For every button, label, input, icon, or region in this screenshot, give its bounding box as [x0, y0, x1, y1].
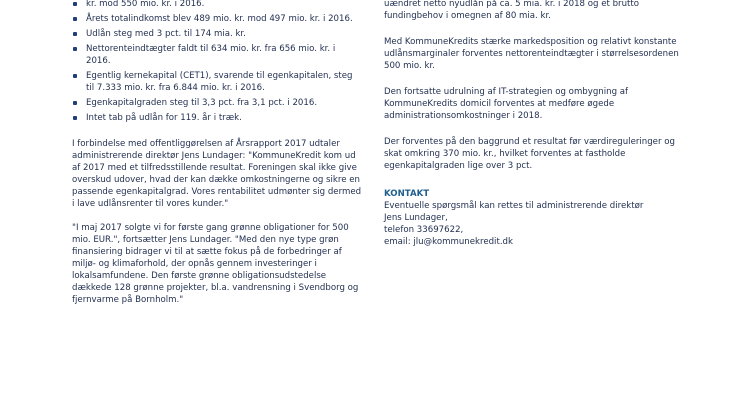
bullet-item: kr. mod 550 mio. kr. i 2016.: [72, 0, 362, 10]
bullet-item: Egenkapitalgraden steg til 3,3 pct. fra 3,1 pct. i 2016.: [72, 97, 362, 109]
contact-email[interactable]: email: jlu@kommunekredit.dk: [384, 237, 513, 247]
bullet-item: Årets totalindkomst blev 489 mio. kr. mod 497 mio. kr. i 2016.: [72, 13, 362, 25]
bullet-item: Udlån steg med 3 pct. til 174 mia. kr.: [72, 28, 362, 40]
ceo-quote-paragraph: I forbindelse med offentliggørelsen af Årsrapport 2017 udtaler administrerende direktør Jens Lundager: "KommuneKredit kom ud af 2017 med et tilfredsstillende resultat. Foreningen skal ikke give overskud udover, hvad der kan dække omkostningerne og sikre en passende egenkapitalgrad. Vores rentabilitet udmønter sig dermed i lave udlånsrenter til vores kunder.": [72, 139, 362, 209]
contact-line: Jens Lundager,: [384, 213, 448, 223]
green-bonds-paragraph: "I maj 2017 solgte vi for første gang grønne obligationer for 500 mio. EUR.", fortsætter Jens Lundager. "Med den nye type grøn finansiering bidrager vi til at sætte fokus på de forbedringer af miljø- og klimaforhold, der opnås gennem investeringer i lokalsamfundene. Den første grønne obligationsudstedelse dækkede 128 grønne projekter, bl.a. vandrensning i Svendborg og fjernvarme på Bornholm.": [72, 223, 359, 305]
bullet-item: Nettorenteindtægter faldt til 634 mio. kr. fra 656 mio. kr. i 2016.: [72, 43, 362, 67]
left-column: [72, 0, 362, 306]
net-interest-paragraph: Med KommuneKredits stærke markedsposition og relativt konstante udlånsmarginaler forventes nettorenteindtægter i størrelsesordenen 500 mio. kr.: [384, 37, 679, 71]
result-forecast-paragraph: Der forventes på den baggrund et resultat før værdireguleringer og skat omkring 370 mio. kr., hvilket forventes at fastholde egenkapitalgraden lige over 3 pct.: [384, 137, 675, 171]
bullet-item: Intet tab på udlån for 119. år i træk.: [72, 112, 362, 124]
outlook-paragraph: uændret netto nyudlån på ca. 5 mia. kr. i 2018 og et brutto fundingbehov i omegnen af 80 mia. kr.: [384, 0, 640, 21]
contact-heading: KONTAKT: [384, 189, 430, 199]
contact-phone: telefon 33697622,: [384, 225, 464, 235]
bullet-item: Egentlig kernekapital (CET1), svarende til egenkapitalen, steg til 7.333 mio. kr. fra 6.844 mio. kr. i 2016.: [72, 70, 362, 94]
key-figures-list: [72, 0, 362, 124]
it-strategy-paragraph: Den fortsatte udrulning af IT-strategien og ombygning af KommuneKredits domicil forventes at medføre øgede administrationsomkostninger i 2018.: [384, 87, 629, 121]
right-column: [384, 0, 684, 248]
contact-line: Eventuelle spørgsmål kan rettes til administrerende direktør: [384, 201, 644, 211]
